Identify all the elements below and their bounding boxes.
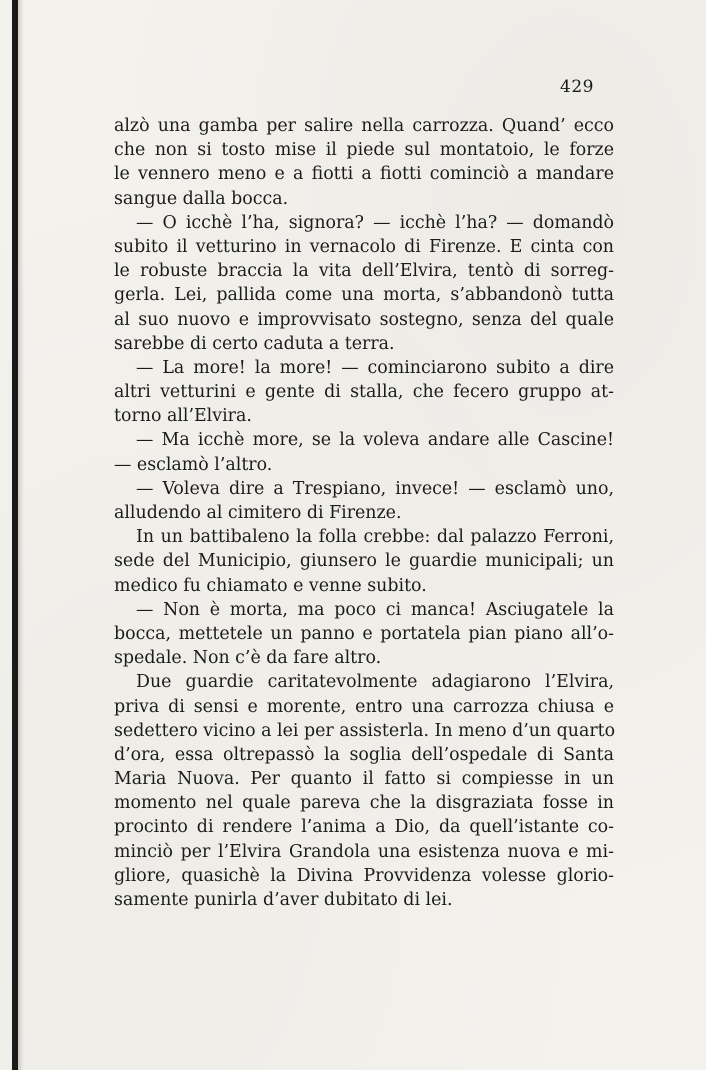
text-line: le robuste braccia la vita dell’Elvira, tentò di sorreg- (114, 261, 614, 282)
text-line: spedale. Non c’è da fare altro. (114, 648, 382, 669)
text-line: alzò una gamba per salire nella carrozza. Quand’ ecco (114, 116, 614, 136)
text-line: — O icchè l’ha, signora? — icchè l’ha? — domandò (136, 212, 614, 233)
text-line: alludendo al cimitero di Firenze. (114, 503, 402, 523)
text-line: sede del Municipio, giunsero le guardie municipali; un (114, 551, 614, 572)
text-line: che non si tosto mise il piede sul montatoio, le forze (114, 140, 614, 161)
text-line: sarebbe di certo caduta a terra. (114, 333, 395, 354)
text-line: — esclamò l’altro. (114, 454, 273, 475)
text-line: In un battibaleno la folla crebbe: dal palazzo Ferroni, (136, 527, 614, 548)
text-line: — La more! la more! — cominciarono subito a dire (136, 357, 614, 378)
text-line: samente punirla d’aver dubitato di lei. (114, 890, 453, 910)
text-line: Due guardie caritatevolmente adagiarono l’Elvira, (136, 672, 614, 693)
text-line: subito il vetturino in vernacolo di Firenze. E cinta con (114, 236, 614, 257)
text-line: minciò per l’Elvira Grandola una esistenza nuova e mi- (114, 841, 614, 862)
text-line: torno all’Elvira. (114, 406, 252, 427)
text-line: — Ma icchè more, se la voleva andare alle Cascine! (136, 430, 614, 451)
text-line: al suo nuovo e improvvisato sostegno, senza del quale (114, 309, 614, 330)
text-line: sedettero vicino a lei per assisterla. In meno d’un quarto (114, 720, 616, 741)
text-line: — Non è morta, ma poco ci manca! Asciugatele la (136, 599, 614, 620)
text-line: momento nel quale pareva che la disgraziata fosse in (114, 793, 614, 814)
text-line: medico fu chiamato e venne subito. (114, 575, 427, 596)
text-line: Maria Nuova. Per quanto il fatto si compiesse in un (114, 769, 614, 790)
body-text (114, 114, 614, 912)
page-number: 429 (560, 77, 594, 97)
text-line: bocca, mettetele un panno e portatela pian piano all’o- (114, 623, 614, 644)
text-line: le vennero meno e a fiotti a fiotti cominciò a mandare (114, 164, 614, 185)
spine-shadow (18, 0, 24, 1070)
text-line: d’ora, essa oltrepassò la soglia dell’ospedale di Santa (114, 744, 614, 765)
text-line: gerla. Lei, pallida come una morta, s’abbandonò tutta (114, 285, 614, 306)
text-line: priva di sensi e morente, entro una carrozza chiusa e (114, 696, 614, 717)
text-line: procinto di rendere l’anima a Dio, da quell’istante co- (114, 817, 614, 838)
text-line: gliore, quasichè la Divina Provvidenza volesse glorio- (114, 865, 614, 886)
text-line: altri vetturini e gente di stalla, che fecero gruppo at- (114, 382, 614, 403)
text-line: — Voleva dire a Trespiano, invece! — esclamò uno, (136, 478, 614, 499)
text-line: sangue dalla bocca. (114, 188, 289, 209)
